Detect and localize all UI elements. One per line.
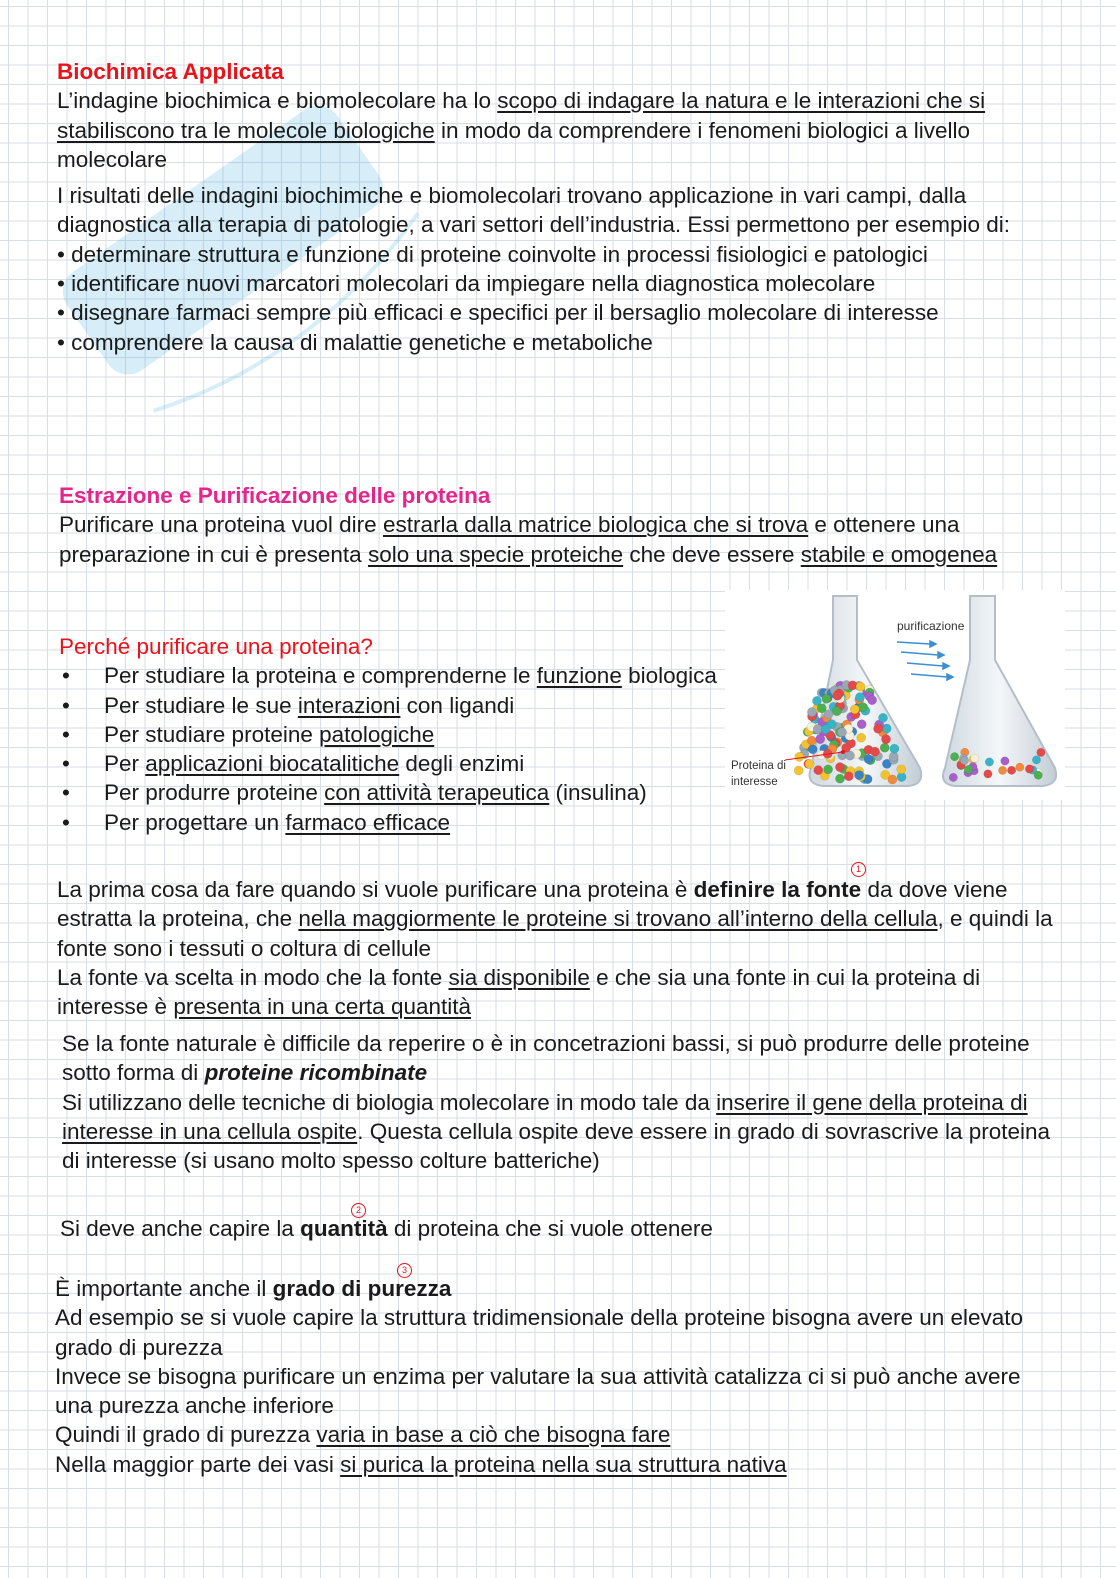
protein-ball xyxy=(897,765,906,774)
recombinant-paragraph: Se la fonte naturale è difficile da reperire o è in concetrazioni bassi, si può produrre delle proteine sotto forma di proteine ricombinate xyxy=(62,1031,1030,1086)
protein-ball xyxy=(1007,766,1015,774)
list-item: • Per progettare un farmaco efficace xyxy=(59,808,779,837)
underlined-text: solo una specie proteiche xyxy=(367,541,624,567)
protein-ball xyxy=(888,775,897,784)
underlined-text: stabile e omogenea xyxy=(800,541,998,567)
protein-ball xyxy=(805,759,814,768)
definition-paragraph xyxy=(59,510,1059,569)
step-marker: 2 xyxy=(351,1203,366,1218)
purity-block xyxy=(55,1274,1055,1479)
text: L’indagine biochimica e biomolecolare ha lo xyxy=(57,88,498,114)
protein-ball xyxy=(881,735,890,744)
protein-ball xyxy=(971,754,979,762)
bullet-item: • disegnare farmaci sempre più efficaci e specifici per il bersaglio molecolare di interesse xyxy=(57,300,939,326)
bold-text: definire la fonte xyxy=(693,877,862,902)
flasks-illustration xyxy=(725,590,1065,800)
section-title: Biochimica Applicata xyxy=(57,59,284,84)
list-item: • Per applicazioni biocatalitiche degli enzimi xyxy=(59,749,779,778)
step-marker: 1 xyxy=(851,862,866,877)
step-marker: 3 xyxy=(397,1263,412,1278)
text: e ottenere una preparazione in cui è presenta xyxy=(59,512,960,567)
protein-ball xyxy=(848,681,857,690)
protein-ball xyxy=(817,704,826,713)
protein-ball xyxy=(807,707,816,716)
purification-arrows xyxy=(897,641,953,680)
protein-ball xyxy=(880,743,889,752)
quantity-paragraph: Si deve anche capire la quantità di proteina che si vuole ottenere xyxy=(60,1216,713,1241)
protein-ball xyxy=(855,693,864,702)
protein-ball xyxy=(868,696,877,705)
protein-ball xyxy=(874,724,883,733)
protein-ball xyxy=(984,770,992,778)
bold-italic-text: proteine ricombinate xyxy=(204,1060,428,1086)
purity-title: È importante anche il grado di purezza xyxy=(55,1276,452,1301)
protein-ball xyxy=(1034,771,1042,779)
source-choice-paragraph: La fonte va scelta in modo che la fonte sia disponibile e che sia una fonte in cui la proteina di interesse è presenta in una certa quantità xyxy=(57,964,981,1020)
label-interest: interesse xyxy=(731,776,778,788)
protein-ball xyxy=(1032,756,1040,764)
protein-ball xyxy=(964,765,972,773)
protein-ball xyxy=(857,720,866,729)
list-item: • Per produrre proteine con attività terapeutica (insulina) xyxy=(59,778,779,807)
protein-ball xyxy=(822,694,831,703)
why-title: Perché purificare una proteina? xyxy=(59,634,373,659)
protein-ball xyxy=(856,682,865,691)
protein-ball xyxy=(833,691,842,700)
purification-figure xyxy=(725,590,1065,800)
purity-line: Invece se bisogna purificare un enzima per valutare la sua attività catalizza ci si può anche avere una purezza anche inferiore xyxy=(55,1363,1021,1419)
applications-paragraph: I risultati delle indagini biochimiche e biomolecolari trovano applicazione in vari campi, dalla diagnostica alla terapia di patologie, a vari settori dell’industria. Essi permettono per esempio di: xyxy=(57,183,1011,238)
protein-ball xyxy=(1016,763,1024,771)
why-list xyxy=(59,661,779,837)
purity-line: Ad esempio se si vuole capire la struttura tridimensionale della proteine bisogna avere un elevato grado di purezza xyxy=(55,1305,1024,1360)
recombinant-block xyxy=(62,1029,1052,1175)
protein-ball xyxy=(949,773,957,781)
underlined-text: estrarla dalla matrice biologica che si trova xyxy=(382,512,809,538)
protein-ball xyxy=(960,756,968,764)
section-title: Estrazione e Purificazione delle proteina xyxy=(59,483,491,508)
protein-ball xyxy=(1037,748,1045,756)
list-item: • Per studiare proteine patologiche xyxy=(59,720,779,749)
protein-ball xyxy=(808,745,817,754)
why-purify-block xyxy=(59,632,779,837)
protein-ball xyxy=(890,744,899,753)
underlined-text: scopo di indagare la natura e le interazioni che si stabiliscono tra le molecole biologiche xyxy=(57,88,986,143)
protein-ball xyxy=(821,725,830,734)
protein-ball xyxy=(844,772,853,781)
bullet-item: • identificare nuovi marcatori molecolari da impiegare nella diagnostica molecolare xyxy=(57,271,876,297)
list-item: • Per studiare le sue interazioni con ligandi xyxy=(59,691,779,720)
protein-ball xyxy=(814,766,823,775)
protein-ball xyxy=(816,735,825,744)
protein-ball xyxy=(870,747,879,756)
section-extraction-purification xyxy=(59,481,1059,569)
protein-ball xyxy=(985,758,993,766)
list-item: • Per studiare la proteina e comprenderne le funzione biologica xyxy=(59,661,779,690)
protein-ball xyxy=(1001,757,1009,765)
protein-ball xyxy=(855,771,864,780)
protein-ball xyxy=(1025,765,1033,773)
label-purification: purificazione xyxy=(897,619,965,633)
protein-ball xyxy=(837,728,846,737)
bullet-item: • comprendere la causa di malattie genetiche e metaboliche xyxy=(57,329,653,355)
protein-ball xyxy=(795,752,804,761)
bullet-item: • determinare struttura e funzione di proteine coinvolte in processi fisiologici e patologici xyxy=(57,241,928,267)
protein-ball xyxy=(857,733,866,742)
protein-ball xyxy=(950,753,958,761)
protein-ball xyxy=(864,755,873,764)
protein-ball xyxy=(835,774,844,783)
purity-line: Quindi il grado di purezza varia in base a ciò che bisogna fare xyxy=(55,1422,671,1448)
protein-ball xyxy=(858,703,867,712)
label-protein: Proteina di xyxy=(731,760,786,772)
protein-ball xyxy=(832,707,841,716)
source-block xyxy=(57,875,1057,1021)
purity-line: Nella maggior parte dei vasi si purica la proteina nella sua struttura nativa xyxy=(55,1451,787,1477)
protein-ball xyxy=(824,765,833,774)
protein-ball xyxy=(998,766,1006,774)
protein-ball xyxy=(807,736,816,745)
source-paragraph: La prima cosa da fare quando si vuole purificare una proteina è definire la fonte da dove viene estratta la proteina, che nella maggiormente le proteine si trovano all’interno della cellula, e quindi la fonte sono i tessuti o coltura di cellule xyxy=(57,877,1053,961)
protein-ball xyxy=(850,705,859,714)
host-cell-paragraph: Si utilizzano delle tecniche di biologia molecolare in modo tale da inserire il gene della proteina di interesse in una cellula ospite. Questa cellula ospite deve essere in grado di sovrascrive la proteina di interesse (si usano molto spesso colture batteriche) xyxy=(62,1089,1051,1174)
protein-ball xyxy=(835,763,844,772)
intro-paragraph xyxy=(57,86,1062,174)
protein-ball xyxy=(878,713,887,722)
protein-ball xyxy=(794,766,803,775)
text: che deve essere xyxy=(623,541,801,567)
quantity-block xyxy=(60,1214,960,1243)
section-applied-biochemistry xyxy=(57,57,1062,357)
text: Purificare una proteina vuol dire xyxy=(59,512,383,538)
text: in modo da comprendere i fenomeni biologici a livello molecolare xyxy=(57,117,971,172)
